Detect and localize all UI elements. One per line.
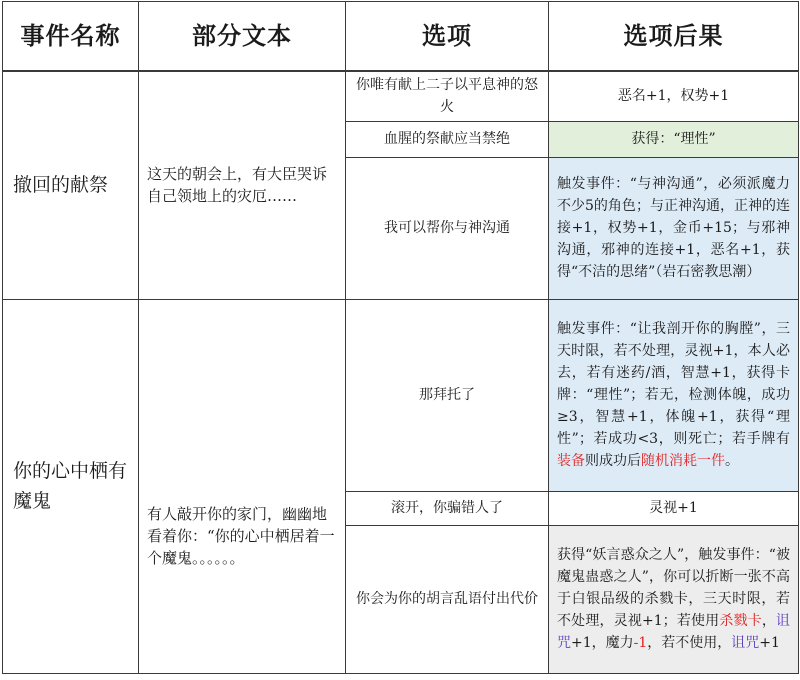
result-text: 灵视+1: [649, 500, 698, 516]
result-cell: [549, 299, 799, 491]
option-cell: 血腥的祭献应当禁绝: [346, 121, 549, 157]
highlighted-text: 诅咒: [731, 635, 760, 651]
header-event-name: 事件名称: [3, 2, 139, 72]
option-cell: 你会为你的胡言乱语付出代价: [346, 525, 549, 673]
result-text: 则成功后: [585, 453, 641, 469]
event-partial-text: 这天的朝会上，有大臣哭诉自己领地上的灾厄……: [139, 71, 346, 299]
result-text: +1，魔力: [571, 635, 634, 651]
result-text: 触发事件：“与神沟通”，必须派魔力不少5的角色；与正神沟通，正神的连接+1，权势+1，金币+15；与邪神沟通，邪神的连接+1，恶名+1，获得“不洁的思绪”（岩石密教思潮）: [557, 176, 790, 280]
highlighted-text: 诅咒: [557, 613, 791, 651]
highlighted-text: 随机消耗一件: [641, 453, 725, 469]
event-partial-text: 有人敲开你的家门，幽幽地看着你：“你的心中栖居着一个魔鬼。。。。。。: [139, 299, 346, 673]
result-text: 获得“妖言惑众之人”，触发事件：“被魔鬼蛊惑之人”，你可以折断一张不高于白银品级的杀戮卡，三天时限，若不处理，灵视+1；若使用: [557, 547, 790, 629]
result-text: ，: [761, 613, 777, 629]
header-row: [3, 2, 799, 72]
header-partial-text: 部分文本: [139, 2, 346, 72]
option-cell: 那拜托了: [346, 299, 549, 491]
result-text: 。: [725, 453, 739, 469]
result-cell: [549, 157, 799, 299]
event-name: 撤回的献祭: [3, 71, 139, 299]
highlighted-text: 杀戮卡: [719, 613, 762, 629]
header-option: 选项: [346, 2, 549, 72]
result-cell: [549, 525, 799, 673]
result-cell: [549, 491, 799, 525]
table-row: [3, 299, 799, 491]
event-table: [2, 1, 799, 674]
highlighted-text: 装备: [557, 453, 585, 469]
header-option-result: 选项后果: [549, 2, 799, 72]
option-cell: 我可以帮你与神沟通: [346, 157, 549, 299]
event-name: 你的心中栖有魔鬼: [3, 299, 139, 673]
result-cell: [549, 121, 799, 157]
table-row: [3, 71, 799, 121]
result-cell: [549, 71, 799, 121]
result-text: 恶名+1，权势+1: [617, 88, 730, 105]
result-text: 触发事件：“让我剖开你的胸膛”，三天时限，若不处理，灵视+1，本人必去，若有迷药/酒，智慧+1，获得卡牌：“理性”；若无，检测体魄，成功≥3，智慧+1，体魄+1，获得“理性”；若成功<3，则死亡；若手牌有: [557, 321, 790, 447]
option-cell: 你唯有献上二子以平息神的怒火: [346, 71, 549, 121]
result-text: ，若不使用，: [647, 635, 732, 651]
highlighted-text: -1: [633, 635, 648, 651]
result-text: 获得：“理性”: [631, 131, 716, 147]
option-cell: 滚开，你骗错人了: [346, 491, 549, 525]
result-text: +1: [759, 635, 780, 651]
